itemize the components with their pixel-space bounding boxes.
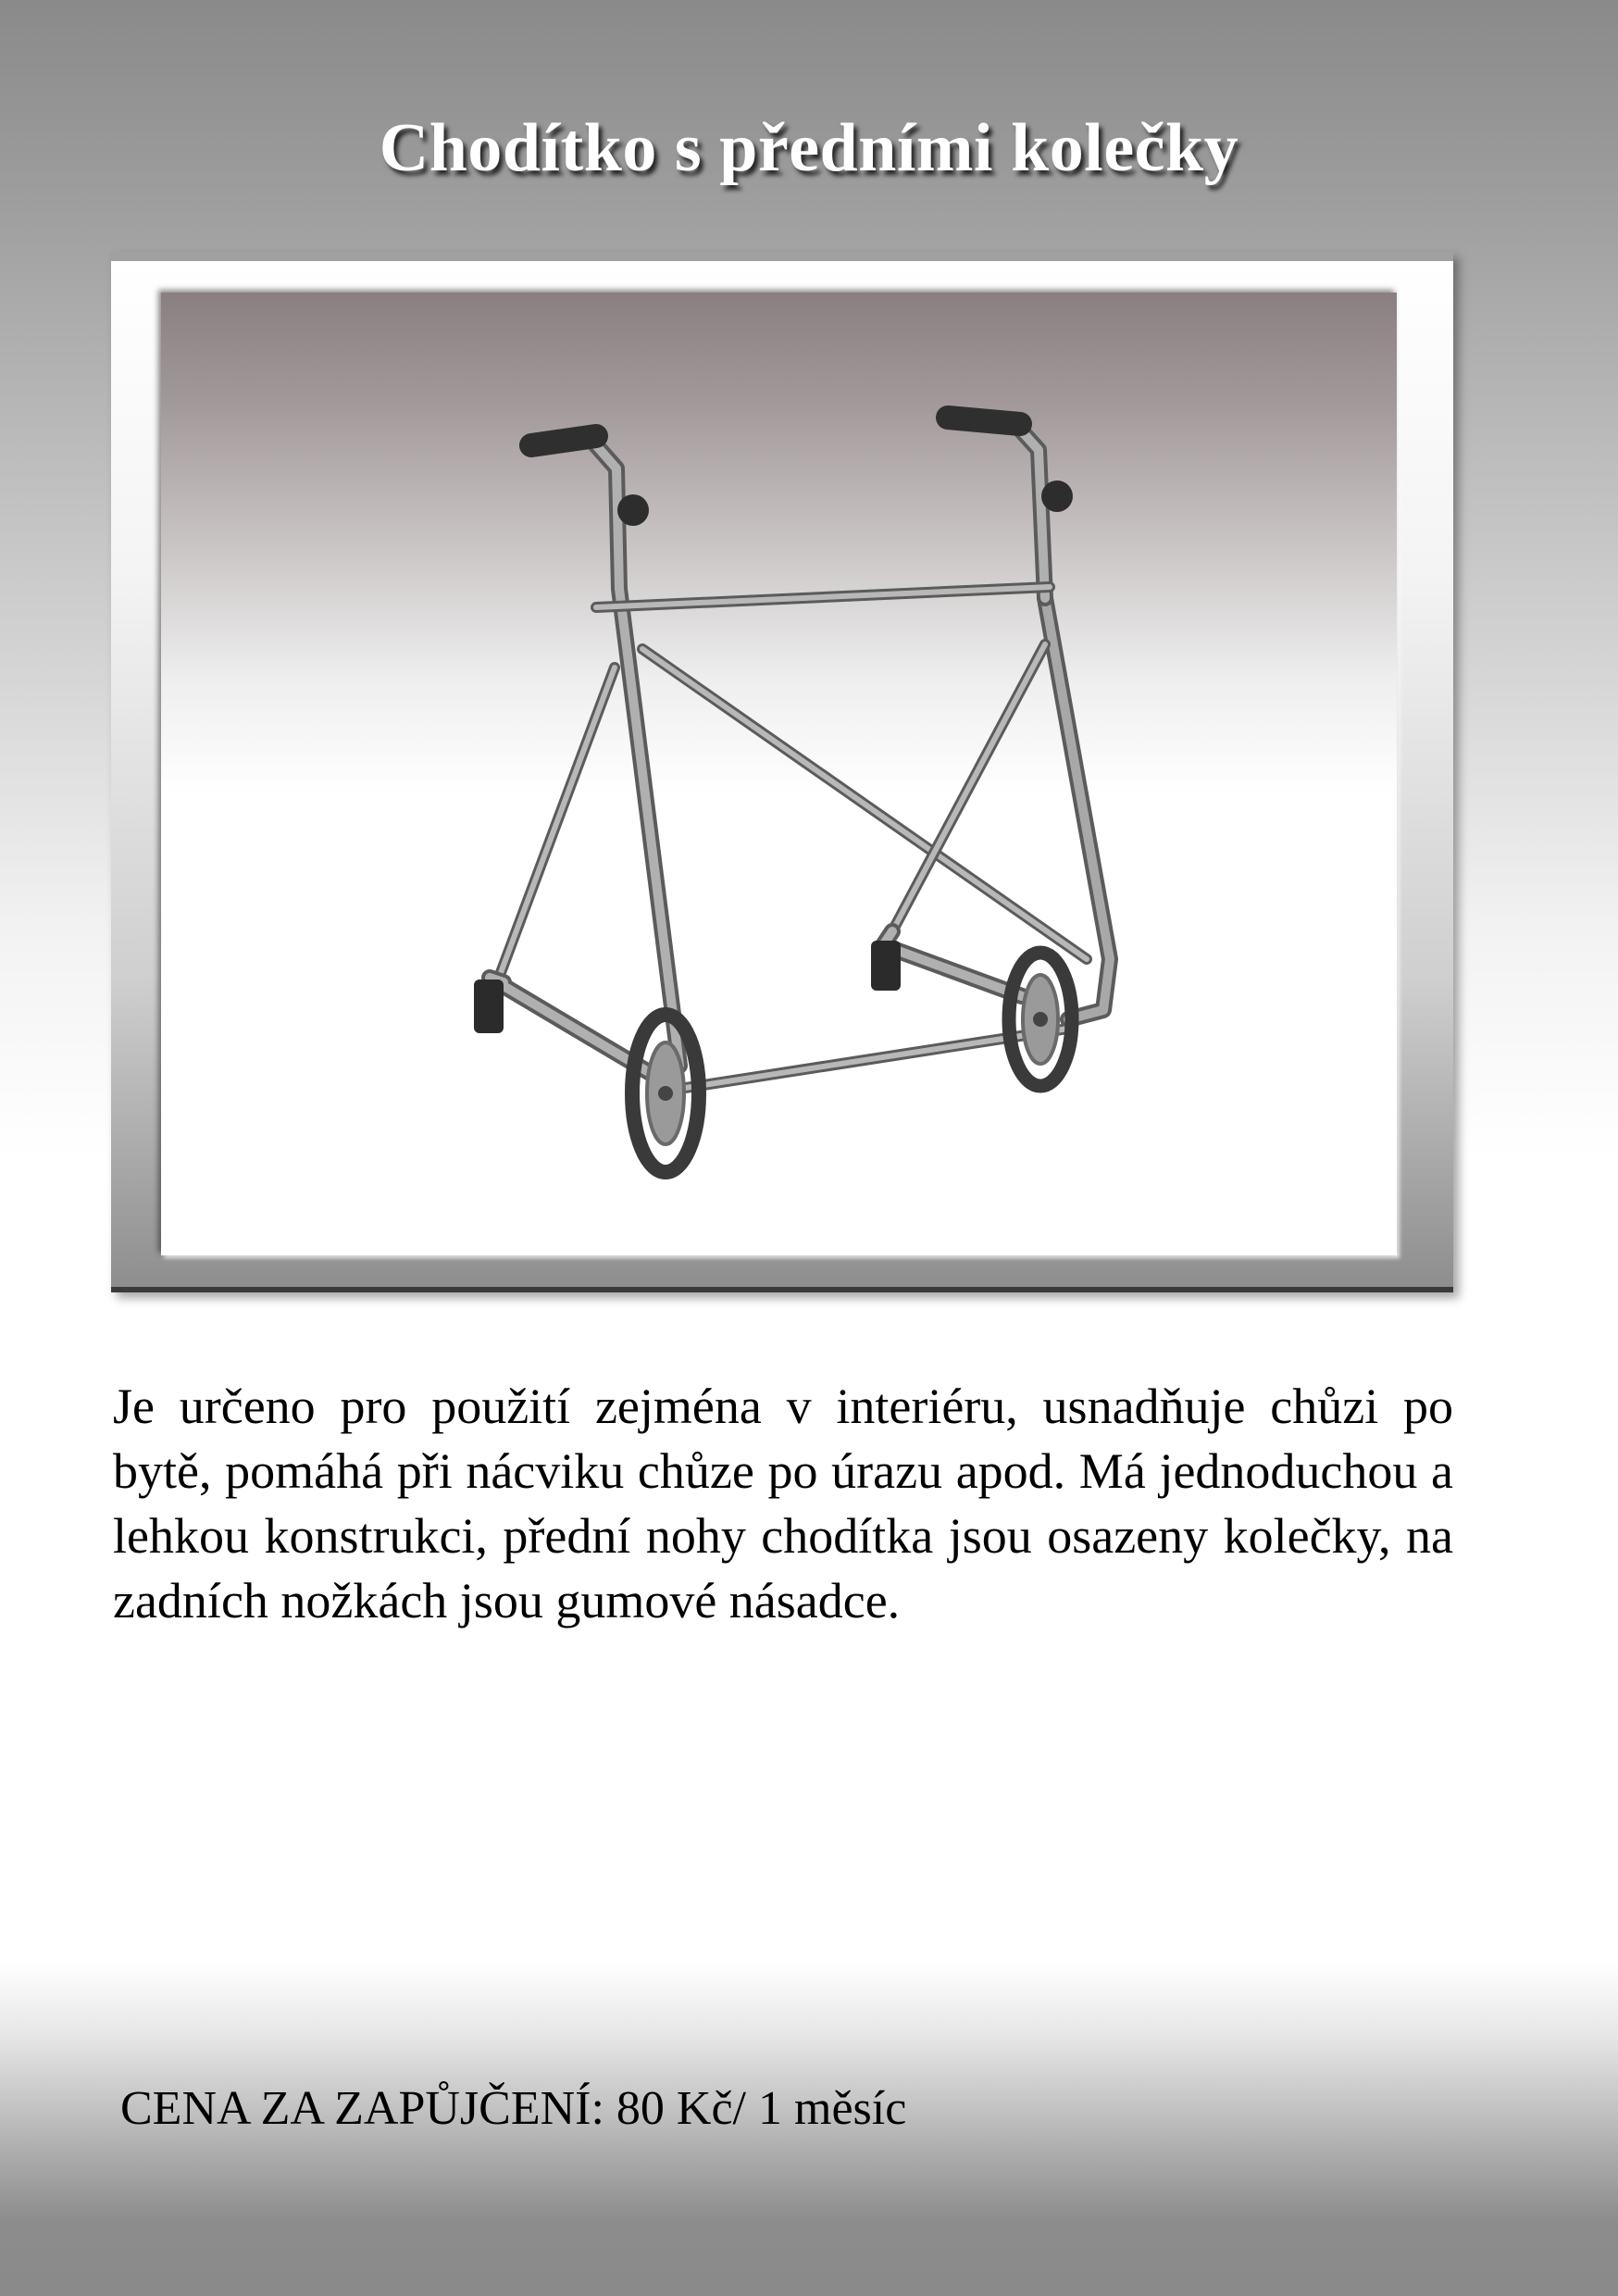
product-photo-frame [111,252,1453,1292]
product-description: Je určeno pro použití zejména v interiéru, usnadňuje chůzi po bytě, pomáhá při nácviku chůze po úrazu apod. Má jednoduchou a lehkou konstrukci, přední nohy chodítka jsou osazeny kolečky, na zadních nožkách jsou gumové násadce. [113,1379,1453,1628]
front-left-wheel [632,1015,699,1172]
page-title: Chodítko s předními kolečky [379,110,1239,186]
product-photo [161,293,1397,1255]
walker-illustration [161,293,1397,1255]
rental-price: CENA ZA ZAPŮJČENÍ: 80 Kč/ 1 měsíc [120,2082,907,2135]
